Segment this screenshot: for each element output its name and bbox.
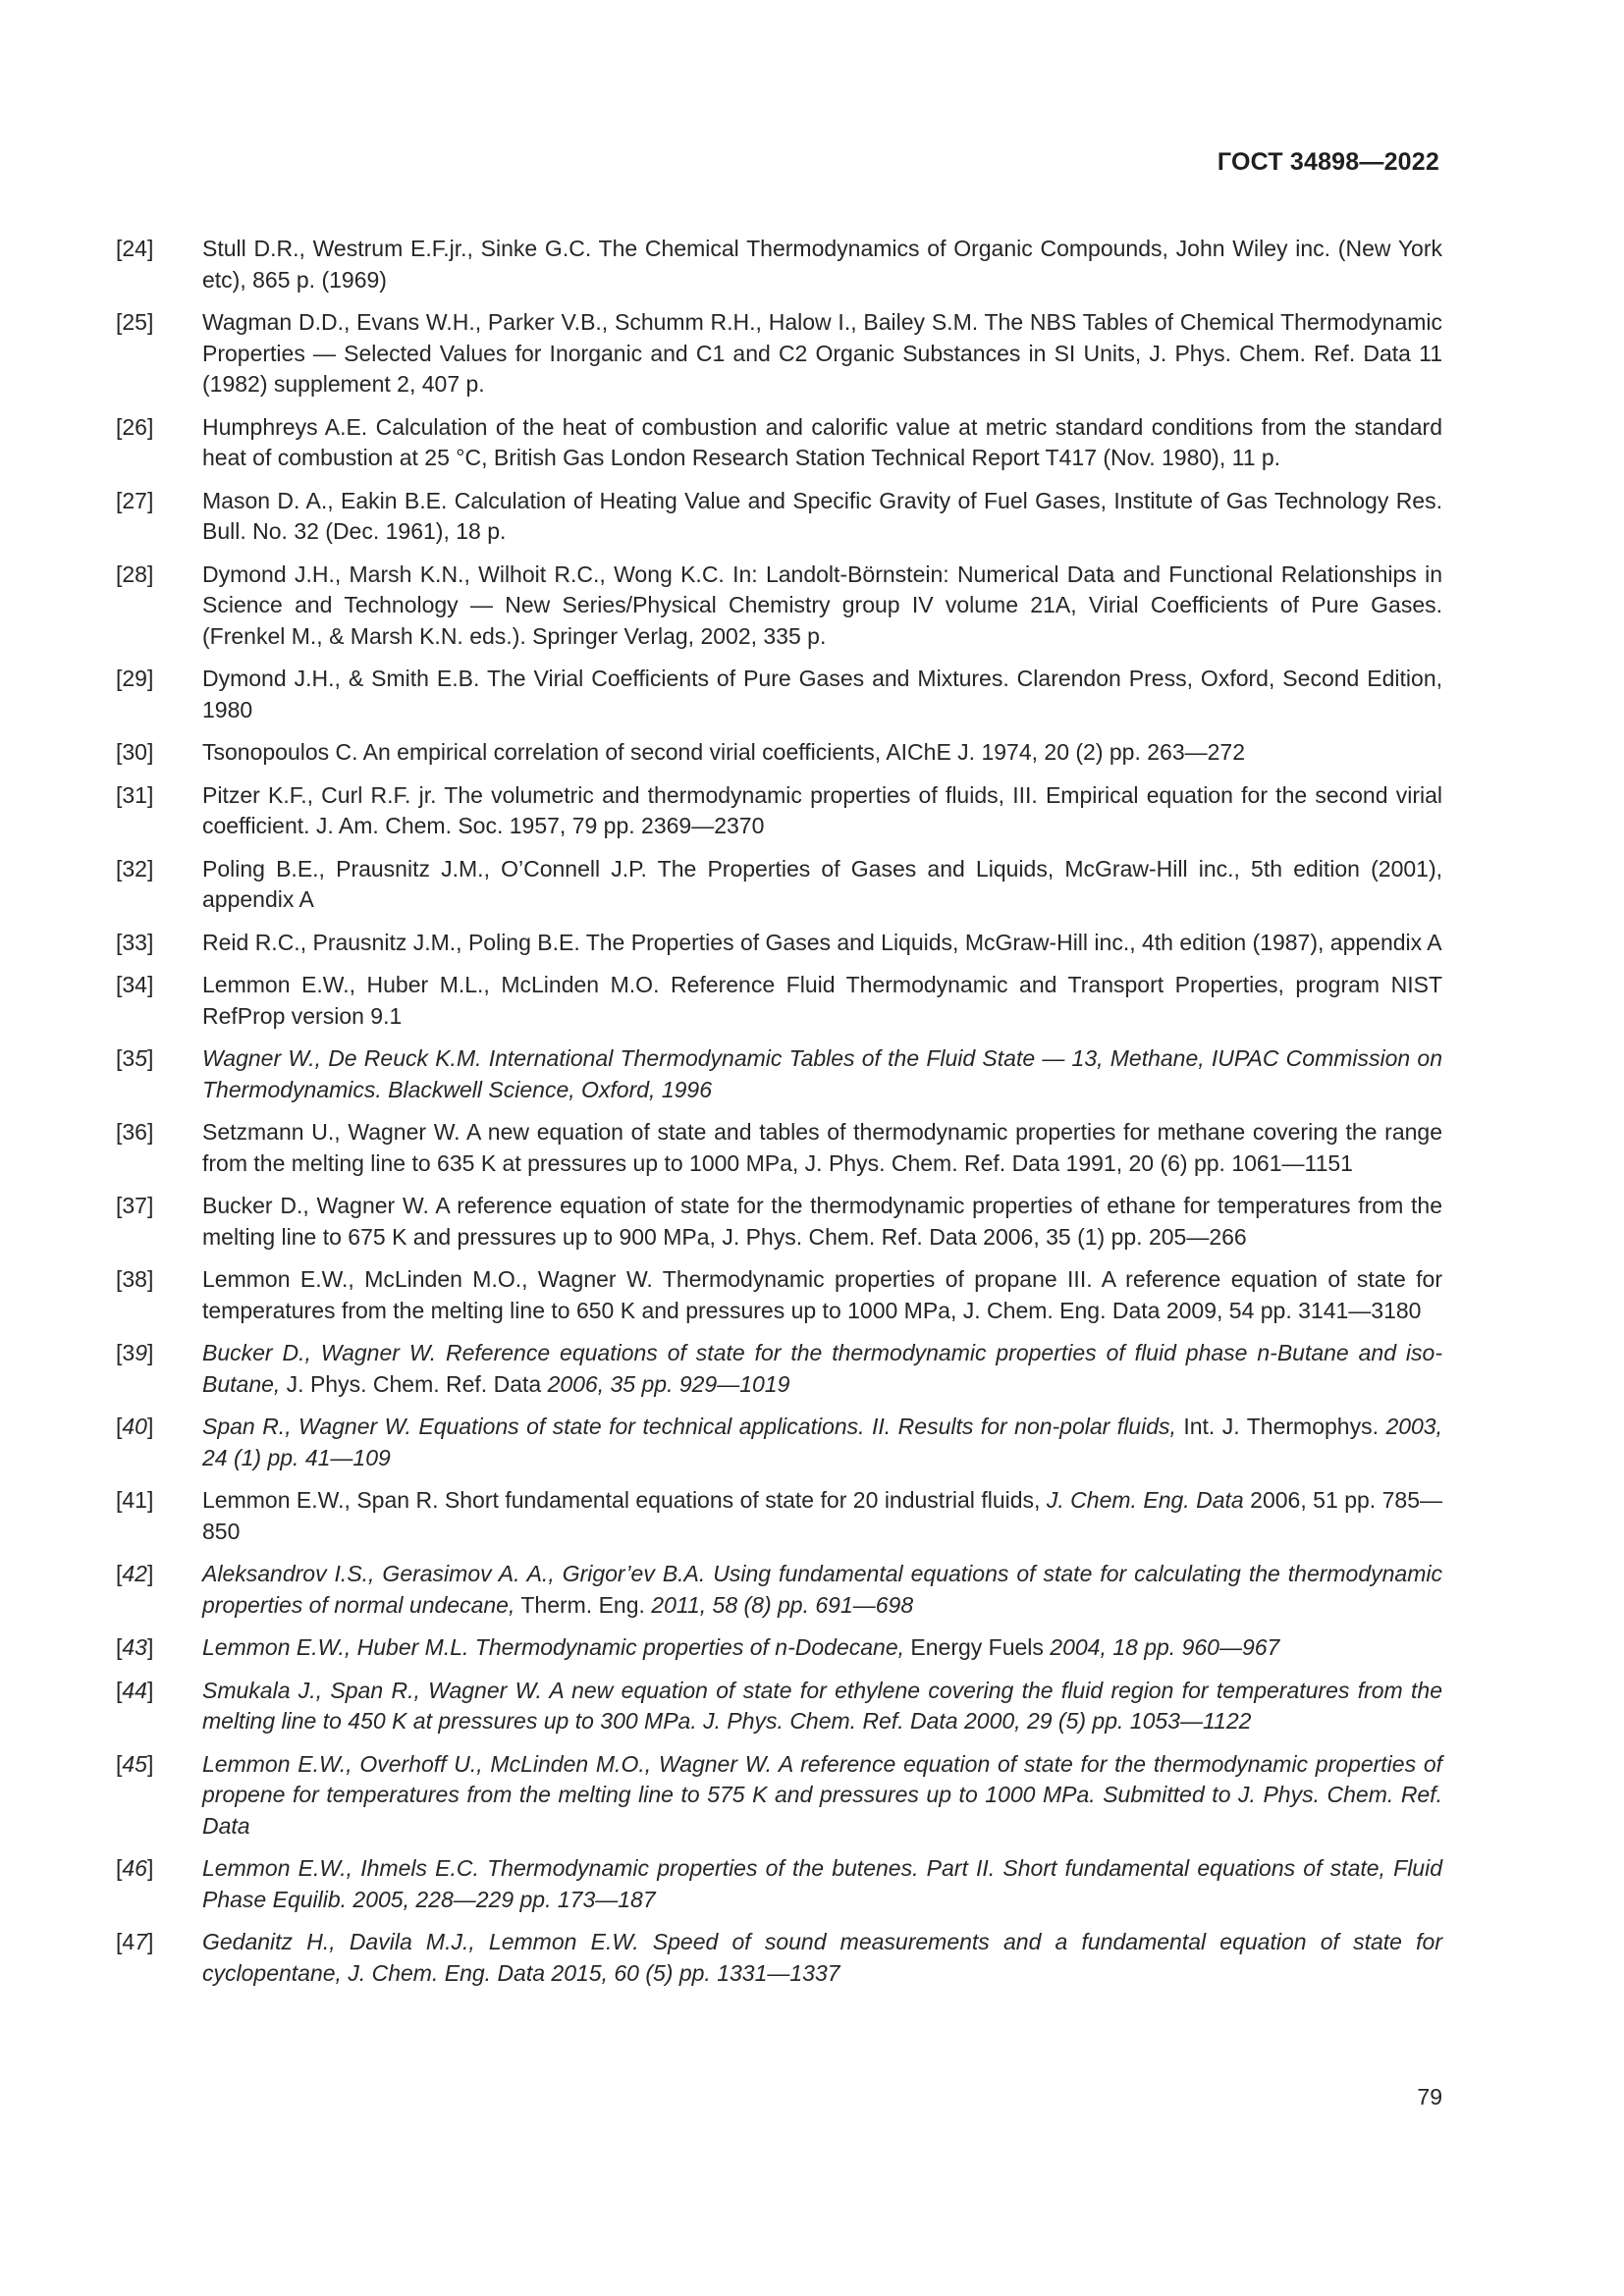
- text-segment: [31]: [116, 781, 154, 808]
- text-segment: Stull D.R., Westrum E.F.jr., Sinke G.C. The Chemical Thermodynamics of Organic Compounds, John Wiley inc. (New York etc), 865 p. (1969): [202, 236, 1442, 293]
- text-segment: Setzmann U., Wagner W. A new equation of state and tables of thermodynamic properties for methane covering the range from the melting line to 635 K at pressures up to 1000 MPa, J. Phys. Chem. Ref. Data 1991, 20 (6) pp. 1061—1151: [202, 1119, 1442, 1176]
- reference-number: [116, 1559, 202, 1590]
- reference-item: [116, 412, 1442, 474]
- reference-number: [116, 1927, 202, 1958]
- reference-item: [116, 560, 1442, 653]
- reference-number: [116, 1485, 202, 1517]
- reference-item: [116, 1676, 1442, 1737]
- text-segment: Humphreys A.E. Calculation of the heat of combustion and calorific value at metric standard conditions from the standard heat of combustion at 25 °C, British Gas London Research Station Technical Report T417 (Nov. 1980), 11 p.: [202, 413, 1442, 470]
- reference-number: [116, 928, 202, 959]
- text-segment: Lemmon E.W., McLinden M.O., Wagner W. Thermodynamic properties of propane III. A reference equation of state for temperatures from the melting line to 650 K and pressures up to 1000 MPa, J. Chem. Eng. Data 2009, 54 pp. 3141—3180: [202, 1266, 1442, 1323]
- text-segment: ]: [146, 1045, 154, 1071]
- reference-number: [116, 1191, 202, 1222]
- text-segment: [28]: [116, 561, 154, 587]
- page-number: 79: [1417, 2084, 1442, 2109]
- reference-text: [202, 1853, 1442, 1915]
- reference-number: [116, 780, 202, 812]
- text-segment: [: [116, 1677, 123, 1703]
- reference-number: [116, 412, 202, 444]
- reference-text: [202, 307, 1442, 400]
- reference-item: [116, 1264, 1442, 1326]
- text-segment: Bucker D., Wagner W. A reference equation of state for the thermodynamic properties of ethane for temperatures from the melting line to 675 K and pressures up to 900 MPa, J. Phys. Chem. Ref. Data 2006, 35 (1) pp. 205—266: [202, 1193, 1442, 1250]
- reference-item: [116, 1117, 1442, 1179]
- reference-item: [116, 737, 1442, 769]
- text-segment: Smukala J., Span R., Wagner W. A new equation of state for ethylene covering the fluid region for temperatures from the melting line to 450 K at pressures up to 300 MPa. J. Phys. Chem. Ref. Data 2000, 29 (5) pp. 1053—1122: [202, 1677, 1442, 1734]
- text-segment: [33]: [116, 929, 154, 955]
- text-segment: [24]: [116, 236, 154, 261]
- reference-text: [202, 1632, 1442, 1664]
- text-segment: Dymond J.H., Marsh K.N., Wilhoit R.C., Wong K.C. In: Landolt-Börnstein: Numerical Data and Functional Relationships in Science and Technology — New Series/Physical Chemistry group IV volume 21A, Virial Coefficients of Pure Gases. (Frenkel M., & Marsh K.N. eds.). Springer Verlag, 2002, 335 p.: [202, 561, 1442, 649]
- text-segment: ]: [146, 1561, 154, 1586]
- text-segment: 43: [122, 1634, 147, 1660]
- text-segment: Lemmon E.W., Huber M.L., McLinden M.O. Reference Fluid Thermodynamic and Transport Properties, program NIST RefProp version 9.1: [202, 972, 1442, 1029]
- reference-item: [116, 1485, 1442, 1547]
- text-segment: 42: [122, 1561, 147, 1586]
- text-segment: 46: [122, 1855, 147, 1881]
- reference-text: [202, 1264, 1442, 1326]
- text-segment: Dymond J.H., & Smith E.B. The Virial Coefficients of Pure Gases and Mixtures. Clarendon Press, Oxford, Second Edition, 1980: [202, 666, 1442, 722]
- text-segment: Pitzer K.F., Curl R.F. jr. The volumetric and thermodynamic properties of fluids, III. Empirical equation for the second virial coefficient. J. Am. Chem. Soc. 1957, 79 pp. 2369—2370: [202, 781, 1442, 838]
- reference-text: [202, 1749, 1442, 1842]
- text-segment: [25]: [116, 309, 154, 335]
- reference-number: [116, 1117, 202, 1148]
- reference-number: [116, 1749, 202, 1781]
- text-segment: [26]: [116, 413, 154, 440]
- reference-item: [116, 970, 1442, 1032]
- text-segment: 2011, 58 (8) pp. 691—698: [651, 1591, 914, 1618]
- reference-number: [116, 1632, 202, 1664]
- text-segment: [: [116, 1750, 123, 1777]
- reference-text: [202, 1412, 1442, 1473]
- text-segment: Span R., Wagner W. Equations of state for technical applications. II. Results for non-polar fluids,: [202, 1414, 1176, 1439]
- text-segment: ]: [146, 1634, 154, 1660]
- reference-item: [116, 780, 1442, 842]
- reference-text: [202, 1043, 1442, 1105]
- text-segment: [27]: [116, 487, 154, 513]
- text-segment: 9: [135, 1340, 147, 1365]
- text-segment: Lemmon E.W., Huber M.L. Thermodynamic properties of n-Dodecane,: [202, 1634, 904, 1660]
- reference-item: [116, 664, 1442, 725]
- text-segment: [3: [116, 1045, 135, 1071]
- reference-item: [116, 1043, 1442, 1105]
- reference-number: [116, 1853, 202, 1885]
- reference-number: [116, 1264, 202, 1296]
- reference-text: [202, 412, 1442, 474]
- reference-text: [202, 1338, 1442, 1400]
- reference-text: [202, 1485, 1442, 1547]
- text-segment: Energy Fuels: [904, 1634, 1051, 1660]
- text-segment: Gedanitz H., Davila M.J., Lemmon E.W. Speed of sound measurements and a fundamental equation of state for cyclopentane, J. Chem. Eng. Data 2015, 60 (5) pp. 1331—1337: [202, 1929, 1442, 1986]
- text-segment: Int. J. Thermophys.: [1175, 1414, 1386, 1439]
- reference-list: [116, 234, 1442, 2001]
- document-code: ГОСТ 34898—2022: [1217, 148, 1439, 176]
- reference-item: [116, 1412, 1442, 1473]
- text-segment: 44: [122, 1677, 147, 1703]
- text-segment: Tsonopoulos C. An empirical correlation of second virial coefficients, AIChE J. 1974, 20 (2) pp. 263—272: [202, 739, 1245, 765]
- text-segment: ]: [146, 1929, 154, 1954]
- reference-item: [116, 1338, 1442, 1400]
- reference-text: [202, 1117, 1442, 1179]
- text-segment: [: [116, 1561, 123, 1586]
- text-segment: 7: [135, 1929, 147, 1954]
- text-segment: ]: [146, 1855, 154, 1881]
- text-segment: 2006, 51 pp. 785—850: [202, 1487, 1442, 1544]
- text-segment: Lemmon E.W., Overhoff U., McLinden M.O., Wagner W. A reference equation of state for the thermodynamic properties of propene for temperatures from the melting line to 575 K and pressures up to 1000 MPa. Submitted to J. Phys. Chem. Ref. Data: [202, 1750, 1442, 1839]
- reference-text: [202, 780, 1442, 842]
- text-segment: ]: [146, 1414, 154, 1439]
- reference-number: [116, 1338, 202, 1369]
- text-segment: 2003, 24 (1) pp. 41—109: [202, 1414, 1442, 1470]
- reference-text: [202, 928, 1442, 959]
- text-segment: Therm. Eng.: [514, 1591, 652, 1618]
- text-segment: J. Phys. Chem. Ref. Data: [280, 1370, 548, 1397]
- reference-text: [202, 560, 1442, 653]
- text-segment: [: [116, 1855, 123, 1881]
- text-segment: Aleksandrov I.S., Gerasimov A. A., Grigor’ev B.A. Using fundamental equations of state for calculating the thermodynamic properties of normal undecane,: [202, 1561, 1442, 1618]
- text-segment: 5: [135, 1045, 147, 1071]
- text-segment: [30]: [116, 739, 154, 765]
- text-segment: [4: [116, 1929, 135, 1954]
- text-segment: 2004, 18 pp. 960—967: [1050, 1634, 1280, 1660]
- reference-text: [202, 664, 1442, 725]
- text-segment: Wagner W., De Reuck K.M. International Thermodynamic Tables of the Fluid State — 13, Methane, IUPAC Commission on Thermodynamics. Blackwell Science, Oxford, 1996: [202, 1045, 1442, 1102]
- text-segment: Lemmon E.W., Span R. Short fundamental equations of state for 20 industrial fluids,: [202, 1487, 1047, 1513]
- reference-item: [116, 234, 1442, 295]
- text-segment: J. Chem. Eng. Data: [1046, 1487, 1244, 1513]
- reference-text: [202, 1191, 1442, 1253]
- reference-text: [202, 737, 1442, 769]
- reference-text: [202, 854, 1442, 916]
- reference-number: [116, 854, 202, 885]
- reference-number: [116, 307, 202, 339]
- reference-number: [116, 1412, 202, 1443]
- text-segment: [: [116, 1414, 123, 1439]
- reference-item: [116, 486, 1442, 548]
- reference-item: [116, 1632, 1442, 1664]
- text-segment: 2006, 35 pp. 929—1019: [547, 1370, 790, 1397]
- text-segment: Reid R.C., Prausnitz J.M., Poling B.E. The Properties of Gases and Liquids, McGraw-Hill inc., 4th edition (1987), appendix A: [202, 929, 1442, 955]
- text-segment: [: [116, 1634, 123, 1660]
- reference-text: [202, 234, 1442, 295]
- reference-text: [202, 1676, 1442, 1737]
- text-segment: Mason D. A., Eakin B.E. Calculation of Heating Value and Specific Gravity of Fuel Gases, Institute of Gas Technology Res. Bull. No. 32 (Dec. 1961), 18 p.: [202, 487, 1442, 544]
- text-segment: 45: [122, 1750, 147, 1777]
- text-segment: Wagman D.D., Evans W.H., Parker V.B., Schumm R.H., Halow I., Bailey S.M. The NBS Tables of Chemical Thermodynamic Properties — Selected Values for Inorganic and C1 and C2 Organic Substances in SI Units, J. Phys. Chem. Ref. Data 11 (1982) supplement 2, 407 p.: [202, 309, 1442, 397]
- reference-number: [116, 560, 202, 591]
- reference-number: [116, 664, 202, 695]
- text-segment: [38]: [116, 1266, 154, 1292]
- reference-text: [202, 970, 1442, 1032]
- reference-item: [116, 1927, 1442, 1989]
- reference-item: [116, 307, 1442, 400]
- text-segment: [36]: [116, 1119, 154, 1145]
- reference-text: [202, 486, 1442, 548]
- text-segment: ]: [146, 1340, 154, 1365]
- reference-text: [202, 1927, 1442, 1989]
- text-segment: Bucker D., Wagner W. Reference equations of state for the thermodynamic properties of fluid phase n-Butane and iso-Butane,: [202, 1340, 1442, 1397]
- reference-item: [116, 1853, 1442, 1915]
- text-segment: [29]: [116, 666, 154, 691]
- reference-item: [116, 1749, 1442, 1842]
- text-segment: [3: [116, 1340, 135, 1365]
- reference-number: [116, 1676, 202, 1707]
- reference-number: [116, 737, 202, 769]
- reference-number: [116, 234, 202, 265]
- text-segment: Poling B.E., Prausnitz J.M., O’Connell J.P. The Properties of Gases and Liquids, McGraw-Hill inc., 5th edition (2001), appendix A: [202, 855, 1442, 912]
- reference-item: [116, 928, 1442, 959]
- reference-number: [116, 970, 202, 1001]
- text-segment: 40: [122, 1414, 147, 1439]
- reference-number: [116, 1043, 202, 1075]
- reference-item: [116, 1559, 1442, 1621]
- text-segment: [37]: [116, 1193, 154, 1218]
- reference-item: [116, 1191, 1442, 1253]
- reference-item: [116, 854, 1442, 916]
- text-segment: [41]: [116, 1487, 154, 1513]
- reference-number: [116, 486, 202, 517]
- text-segment: ]: [146, 1677, 154, 1703]
- text-segment: ]: [146, 1750, 154, 1777]
- text-segment: Lemmon E.W., Ihmels E.C. Thermodynamic properties of the butenes. Part II. Short fundamental equations of state, Fluid Phase Equilib. 2005, 228—229 pp. 173—187: [202, 1855, 1442, 1912]
- text-segment: [32]: [116, 855, 154, 881]
- reference-text: [202, 1559, 1442, 1621]
- text-segment: [34]: [116, 972, 154, 997]
